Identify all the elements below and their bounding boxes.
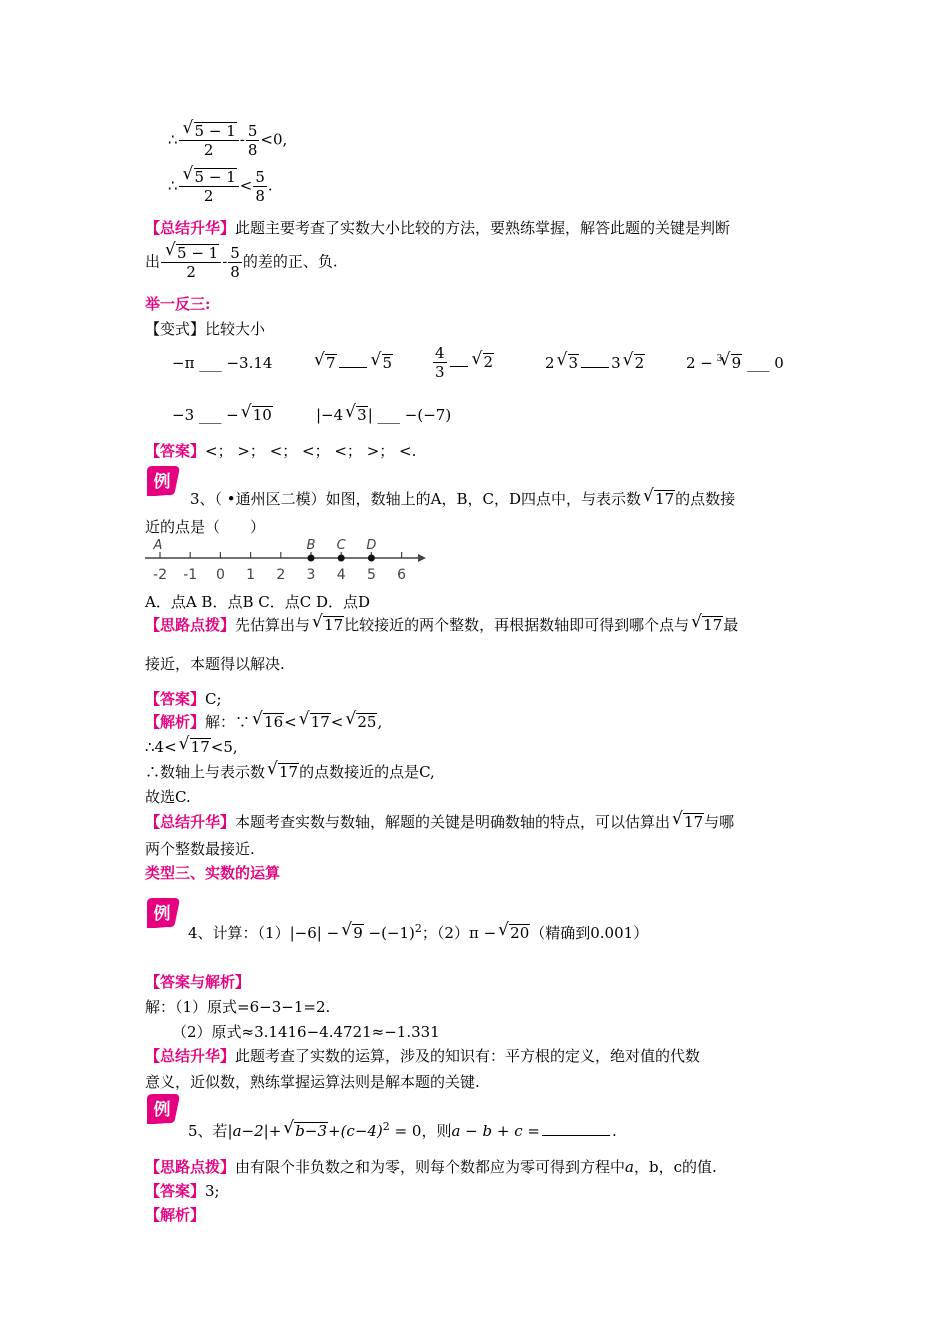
conclusion-line-2: ∴ √ $\frac{5 - 1}{2}$ < $\frac{5}{8}$ .	[168, 168, 273, 205]
summary-3-line-1: 【总结升华】本题考查实数与数轴，解题的关键是明确数轴的特点，可以估算出√ 17与哪	[145, 811, 734, 833]
answer-variant: 【答案】<； >； <； <； <； >； <.	[145, 442, 417, 460]
variant-item-2: √ 7√ 5	[312, 352, 393, 374]
svg-text:例: 例	[153, 1100, 171, 1120]
hint-3-line-1: 【思路点拨】先估算出与√ 17比较接近的两个整数，再根据数轴即可得到哪个点与√ 17最	[145, 614, 738, 636]
example-3-line-1: 3、（ •通州区二模）如图，数轴上的A，B，C，D四点中，与表示数√ 17的点数接	[190, 488, 735, 510]
section-jufansan: 举一反三:	[145, 295, 211, 313]
example-5-line: 5、若|a−2|+√ $b-3+(c-4)^2 = 0$，则a − b + c = .	[188, 1116, 617, 1142]
hint-5: 【思路点拨】由有限个非负数之和为零，则每个数都应为零可得到方程中a，b，c的值.	[145, 1158, 717, 1176]
analysis-3-line-2: ∴4<√ 17<5,	[145, 736, 238, 758]
example-4-line: 4、计算：（1）|−6| −√ $9 -(-1)^2$；（2）π −√ 20（精确到0.001）	[188, 918, 648, 944]
variant-title: 【变式】比较大小	[145, 320, 266, 338]
example-badge-icon	[145, 897, 181, 929]
number-line-figure	[140, 535, 430, 585]
variant-row-2-b: |−4√ 3| ___ −(−7)	[316, 404, 451, 426]
example-3-options: A．点A B．点B C．点C D．点D	[145, 593, 371, 611]
axis-tick-label: 2	[276, 567, 286, 583]
summary-tag: 【总结升华】	[145, 219, 236, 237]
axis-point-label: A	[153, 538, 163, 553]
svg-text:例: 例	[153, 472, 171, 492]
analysis-3-line-4: 故选C.	[145, 788, 191, 806]
variant-row-2-a: −3 ___ −√ 10	[172, 404, 273, 426]
answer-5: 【答案】3;	[145, 1182, 220, 1200]
conclusion-line-1: ∴ √ $\frac{5 - 1}{2}$ - $\frac{5}{8}$ <0,	[168, 122, 287, 159]
axis-tick-label: 6	[397, 567, 407, 583]
answer-4-line-2: （2）原式≈3.1416−4.4721≈−1.331	[172, 1023, 440, 1041]
answer-4-tag: 【答案与解析】	[145, 973, 251, 991]
analysis-3-line-3: ∴数轴上与表示数√ 17的点数接近的点是C,	[145, 761, 435, 783]
example-3-line-2: 近的点是（ ）	[145, 518, 266, 536]
answer-4-line-1: 解：（1）原式=6−3−1=2.	[145, 998, 331, 1016]
example-badge-icon	[145, 1093, 181, 1125]
axis-tick-label: 5	[366, 567, 376, 583]
axis-point	[338, 555, 345, 562]
axis-point	[308, 555, 315, 562]
axis-tick-label: 0	[215, 567, 225, 583]
arrow-right-icon	[418, 554, 426, 562]
summary-3-line-2: 两个整数最接近.	[145, 840, 255, 858]
summary-4-line-1: 【总结升华】此题考查了实数的运算，涉及的知识有：平方根的定义，绝对值的代数	[145, 1047, 701, 1065]
svg-text:例: 例	[153, 904, 171, 924]
answer-3: 【答案】C;	[145, 690, 222, 708]
example-badge-icon	[145, 465, 181, 497]
variant-item-3: $\frac{4}{3}$ √ 2	[432, 344, 494, 381]
analysis-5-tag: 【解析】	[145, 1206, 206, 1224]
axis-tick-label: 3	[306, 567, 316, 583]
variant-item-4: 2√ 3 3√ 2	[545, 352, 645, 374]
variant-row-1: −π ___ −3.14	[172, 354, 273, 372]
axis-point-label: C	[336, 538, 346, 553]
axis-point-label: B	[306, 538, 316, 553]
summary-4-line-2: 意义，近似数，熟练掌握运算法则是解本题的关键.	[145, 1073, 480, 1091]
hint-3-line-2: 接近，本题得以解决.	[145, 655, 285, 673]
axis-point	[368, 555, 375, 562]
axis-tick-label: -1	[183, 567, 198, 583]
axis-point-label: D	[366, 538, 377, 553]
analysis-3-line-1: 【解析】解：∵√ 16<√ 17<√ 25,	[145, 711, 382, 733]
summary-1-line-2: 出 √ $\frac{5 - 1}{2}$ - $\frac{5}{8}$ 的差的正、负.	[145, 244, 338, 281]
axis-tick-label: 4	[336, 567, 346, 583]
variant-item-5: 2 − √ 3 9 ___ 0	[686, 352, 784, 374]
type-3-heading: 类型三、实数的运算	[145, 864, 281, 882]
axis-tick-label: -2	[153, 567, 167, 583]
axis-tick-label: 1	[246, 567, 256, 583]
summary-1-line-1: 【总结升华】此题主要考查了实数大小比较的方法，要熟练掌握，解答此题的关键是判断	[145, 219, 731, 237]
